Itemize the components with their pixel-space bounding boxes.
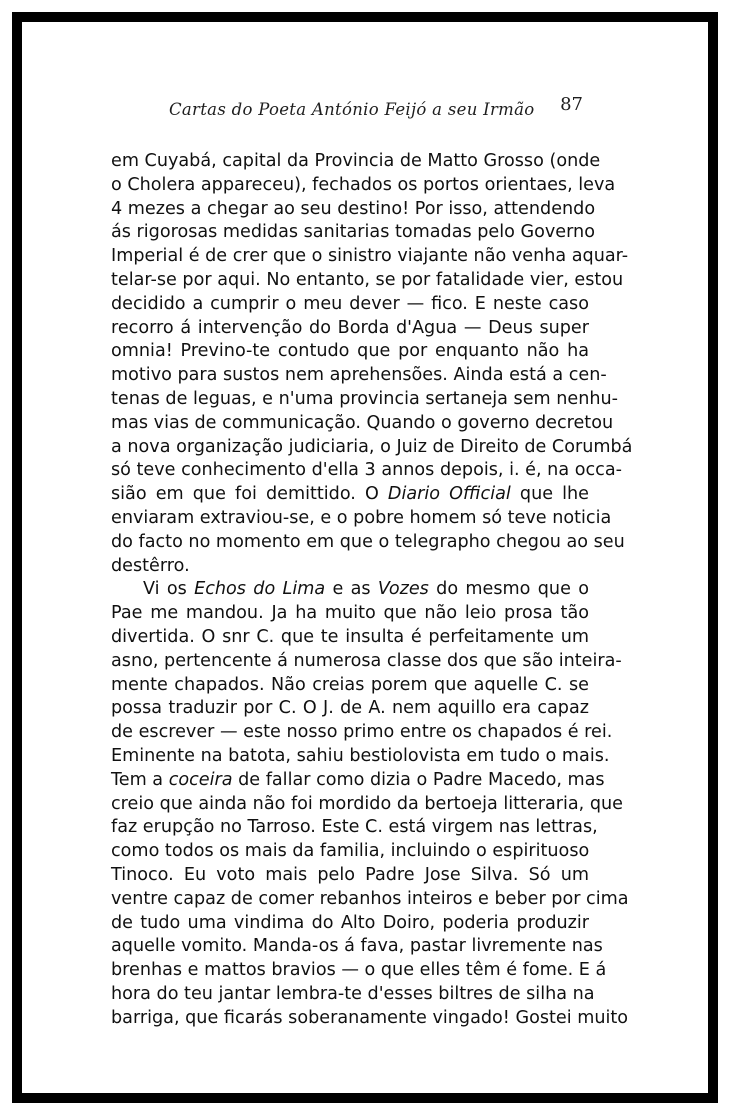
text-segment: motivo para sustos nem aprehensões. Ainda está a cen- [111, 365, 607, 386]
text-line [111, 1007, 629, 1031]
text-line [111, 150, 601, 174]
text-line [111, 626, 589, 650]
page-header [157, 90, 587, 120]
page-number: 87 [560, 94, 583, 115]
text-segment: enviaram extraviou-se, e o pobre homem só teve noticia [111, 507, 612, 528]
text-line [111, 745, 610, 769]
text-segment: 4 mezes a chegar ao seu destino! Por isso, attendendo [111, 198, 596, 219]
text-segment: do facto no momento em que o telegrapho chegou ao seu [111, 531, 625, 552]
text-line [111, 555, 589, 579]
text-segment: mas vias de communicação. Quando o governo decretou [111, 412, 614, 433]
text-line [111, 269, 624, 293]
text-line [111, 507, 612, 531]
text-line [111, 983, 595, 1007]
text-segment: só teve conhecimento d'ella 3 annos depois, i. é, na occa- [111, 460, 622, 481]
text-segment: do mesmo que o [428, 579, 589, 600]
text-segment: omnia! Previno-te contudo que por enquanto não ha [111, 341, 589, 362]
text-segment: barriga, que ficarás soberanamente vingado! Gostei muito [111, 1007, 629, 1028]
text-segment: de fallar como dizia o Padre Macedo, mas [232, 769, 605, 790]
text-line [111, 436, 633, 460]
text-segment: faz erupção no Tarroso. Este C. está virgem nas lettras, [111, 817, 598, 838]
text-line [111, 769, 605, 793]
scanned-page [12, 12, 718, 1103]
text-segment: aquelle vomito. Manda-os á fava, pastar livremente nas [111, 936, 603, 957]
running-title: Cartas do Poeta António Feijó a seu Irmão [169, 100, 535, 119]
text-segment: a nova organização judiciaria, o Juiz de Direito de Corumbá [111, 436, 633, 457]
text-segment: ventre capaz de comer rebanhos inteiros e beber por cima [111, 888, 629, 909]
text-line [111, 293, 589, 317]
text-line [111, 459, 622, 483]
text-segment: tenas de leguas, e n'uma provincia sertaneja sem nenhu- [111, 388, 619, 409]
text-line [111, 650, 622, 674]
text-line [111, 531, 625, 555]
text-segment: de escrever — este nosso primo entre os chapados é rei. [111, 722, 613, 743]
italic-title: Diario Official [387, 484, 511, 505]
text-segment: como todos os mais da familia, incluindo o espirituoso [111, 841, 590, 862]
text-line [111, 697, 589, 721]
text-line [111, 816, 598, 840]
text-line [111, 412, 614, 436]
text-segment: possa traduzir por C. O J. de A. nem aquillo era capaz [111, 698, 589, 719]
text-segment: o Cholera appareceu), fechados os portos orientaes, leva [111, 174, 616, 195]
text-line [111, 578, 589, 602]
text-line [111, 935, 603, 959]
text-segment: mente chapados. Não creias porem que aquelle C. se [111, 674, 589, 695]
text-line [111, 959, 607, 983]
text-line [111, 674, 589, 698]
text-line [111, 317, 589, 341]
text-segment: recorro á intervenção do Borda d'Agua — Deus super [111, 317, 589, 338]
text-segment: de tudo uma vindima do Alto Doiro, poderia produzir [111, 912, 589, 933]
italic-title: Echos do Lima [194, 579, 326, 600]
text-line [111, 245, 629, 269]
body-text [111, 150, 633, 1030]
text-segment: Pae me mandou. Ja ha muito que não leio prosa tão [111, 603, 589, 624]
text-line [111, 174, 616, 198]
text-line [111, 221, 595, 245]
text-line [111, 364, 607, 388]
text-line [111, 793, 623, 817]
text-line [111, 840, 589, 864]
text-segment: creio que ainda não foi mordido da bertoeja litteraria, que [111, 793, 623, 814]
text-segment: e as [325, 579, 378, 600]
text-line [111, 864, 589, 888]
text-line [111, 340, 589, 364]
text-line [111, 888, 629, 912]
text-segment: ás rigorosas medidas sanitarias tomadas pelo Governo [111, 222, 595, 243]
text-segment: destêrro. [111, 555, 190, 576]
text-segment: Imperial é de crer que o sinistro viajante não venha aquar- [111, 246, 629, 267]
text-line [111, 912, 589, 936]
text-segment: Tinoco. Eu voto mais pelo Padre Jose Silva. Só um [111, 864, 589, 885]
text-segment: telar-se por aqui. No entanto, se por fatalidade vier, estou [111, 269, 624, 290]
text-segment: Eminente na batota, sahiu bestiolovista em tudo o mais. [111, 745, 610, 766]
italic-title: coceira [168, 769, 233, 790]
text-segment: Vi os [143, 579, 195, 600]
text-segment: que lhe [510, 484, 590, 505]
text-segment: brenhas e mattos bravios — o que elles têm é fome. E á [111, 960, 607, 981]
text-line [111, 602, 589, 626]
text-line [111, 198, 596, 222]
text-segment: em Cuyabá, capital da Provincia de Matto Grosso (onde [111, 151, 601, 171]
text-line [111, 721, 613, 745]
text-line [111, 483, 589, 507]
text-line [111, 388, 619, 412]
text-segment: asno, pertencente á numerosa classe dos que são inteira- [111, 650, 622, 671]
text-segment: hora do teu jantar lembra-te d'esses biltres de silha na [111, 983, 595, 1004]
text-segment: decidido a cumprir o meu dever — fico. E neste caso [111, 293, 589, 314]
italic-title: Vozes [377, 579, 429, 600]
text-segment: sião em que foi demittido. O [111, 484, 388, 505]
text-segment: divertida. O snr C. que te insulta é perfeitamente um [111, 626, 589, 647]
text-segment: Tem a [111, 769, 169, 790]
